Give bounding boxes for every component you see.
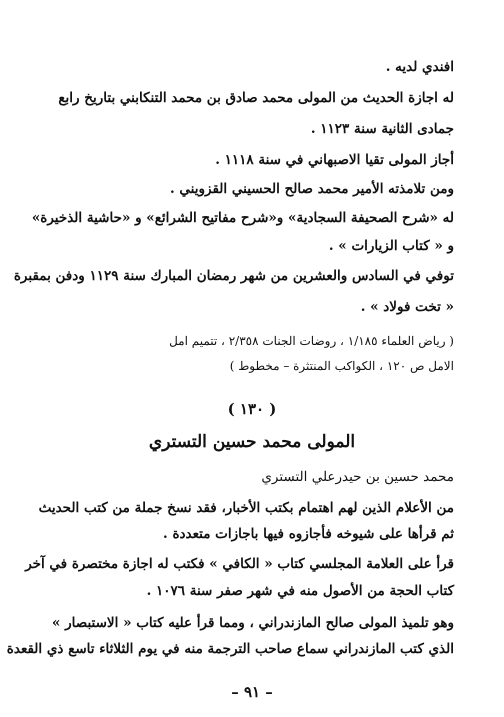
reference-line: ( رياض العلماء ١/١٨٥ ، روضات الجنات ٢/٣٥٨ ، تتميم امل	[169, 334, 454, 348]
text-line: جمادى الثانية سنة ١١٢٣ .	[310, 121, 454, 137]
reference-line: الامل ص ١٢٠ ، الكواكب المنتثرة – مخطوط )	[229, 359, 454, 373]
text-line: له اجازة الحديث من المولى محمد صادق بن محمد التنكابني بتاريخ رابع	[58, 90, 454, 106]
text-line: كتاب الحجة من الأصول منه في شهر صفر سنة ١٠٧٦ .	[146, 583, 454, 599]
text-line: الذي كتب المازندراني سماع صاحب الترجمة منه في يوم الثلاثاء تاسع ذي القعدة	[6, 641, 454, 657]
entry-title: المولى محمد حسين التستري	[148, 432, 356, 452]
page-number: – ٩١ –	[231, 683, 273, 701]
text-line: له «شرح الصحيفة السجادية» و«شرح مفاتيح الشرائع» و «حاشية الذخيرة»	[31, 210, 454, 226]
entry-name-line: محمد حسين بن حيدرعلي التستري	[261, 469, 454, 485]
text-line: ومن تلامذته الأمير محمد صالح الحسيني القزويني .	[170, 181, 454, 197]
text-line: توفي في السادس والعشرين من شهر رمضان المبارك سنة ١١٢٩ ودفن بمقبرة	[13, 268, 454, 284]
text-line: افندي لديه .	[385, 59, 454, 75]
text-line: وهو تلميذ المولى صالح المازندراني ، ومما قرأ عليه كتاب « الاستبصار »	[51, 615, 454, 631]
text-line: من الأعلام الذين لهم اهتمام بكتب الأخبار، فقد نسخ جملة من كتب الحديث	[38, 500, 454, 516]
text-line: أجاز المولى تقيا الاصبهاني في سنة ١١١٨ .	[215, 152, 454, 168]
entry-number: ( ١٣٠ )	[227, 400, 277, 418]
text-line: « تخت فولاد » .	[360, 299, 454, 315]
text-line: ثم قرأها على شيوخه فأجازوه فيها باجازات متعددة .	[163, 526, 454, 542]
text-line: قرأ على العلامة المجلسي كتاب « الكافي » فكتب له اجازة مختصرة في آخر	[25, 556, 454, 572]
text-line: و « كتاب الزيارات » .	[328, 238, 454, 254]
